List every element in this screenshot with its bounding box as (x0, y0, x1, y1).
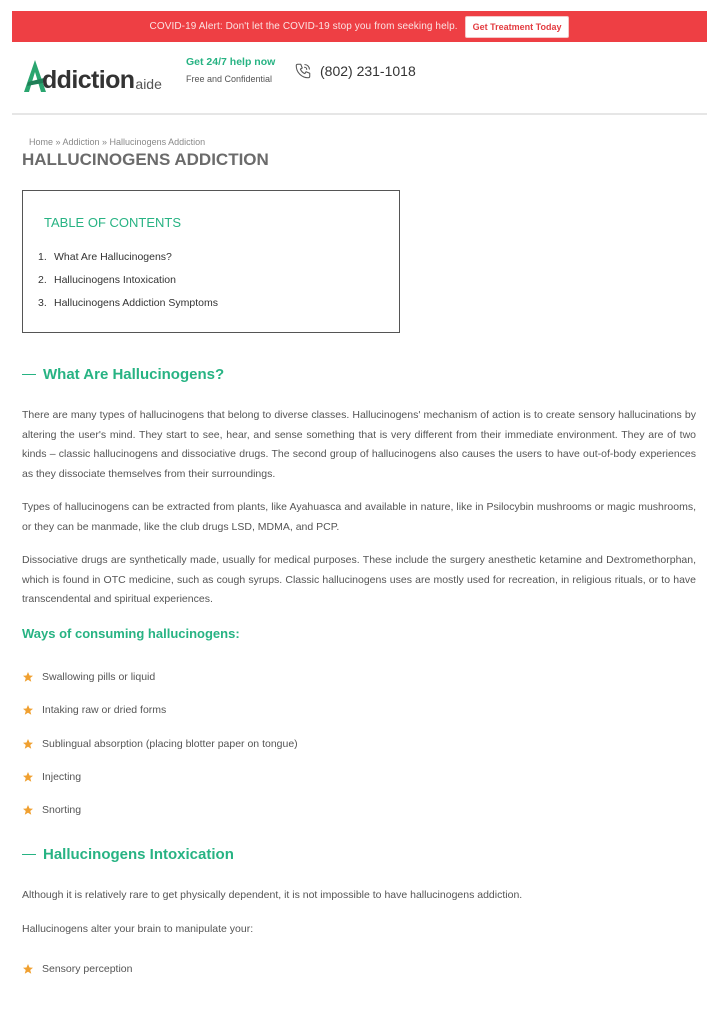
toc-item-number: 3. (38, 297, 47, 309)
logo-text: ddiction (42, 66, 135, 94)
star-icon (22, 963, 34, 975)
list-item (22, 771, 81, 783)
phone-icon (294, 62, 312, 80)
toc-title: TABLE OF CONTENTS (44, 215, 181, 230)
paragraph: There are many types of hallucinogens that belong to diverse classes. Hallucinogens' mechanism of action is to create sensory hallucinations by altering the user's mind. They start to see, hear, and sense something that is very different from their immediate environment. They are of two kinds – classic hallucinogens and dissociative drugs. The second group of hallucinogens also causes the users to have out-of-body experiences as they dissociate themselves from their surroundings. (22, 409, 696, 480)
list-item-text: Swallowing pills or liquid (42, 671, 156, 683)
list-item-text: Injecting (42, 771, 82, 783)
list-item (22, 738, 298, 750)
toc-item-number: 1. (38, 251, 47, 263)
help-subtitle: Free and Confidential (186, 74, 273, 84)
toc-item-label: Hallucinogens Addiction Symptoms (54, 297, 219, 309)
star-icon (22, 671, 34, 683)
page-title: HALLUCINOGENS ADDICTION (22, 150, 269, 169)
section-heading-intoxication (22, 846, 234, 863)
toc-item-intoxication[interactable] (38, 274, 218, 297)
section-heading-text: Hallucinogens Intoxication (43, 846, 234, 863)
list-item-text: Snorting (42, 804, 82, 816)
logo-suffix: aide (135, 76, 162, 92)
paragraph: Types of hallucinogens can be extracted from plants, like Ayahuasca and available in nature, like in Psilocybin mushrooms or magic mushrooms, or they can be manmade, like the club drugs LSD, MDMA, and PCP. (22, 501, 696, 533)
covid-alert-bar (12, 11, 707, 42)
star-icon (22, 738, 34, 750)
heading-dash (22, 854, 36, 855)
phone-number: (802) 231-1018 (320, 63, 416, 79)
phone-link[interactable] (294, 62, 416, 80)
section-heading-text: What Are Hallucinogens? (43, 366, 225, 383)
list-item (22, 704, 166, 716)
toc-list (38, 251, 218, 320)
list-item (22, 963, 132, 975)
toc-item-addiction-symptoms[interactable] (38, 297, 218, 320)
toc-item-label: What Are Hallucinogens? (54, 251, 172, 263)
addiction-aide-logo[interactable] (22, 58, 162, 94)
ways-of-consuming-heading: Ways of consuming hallucinogens: (22, 626, 240, 641)
help-block (186, 56, 275, 84)
toc-item-label: Hallucinogens Intoxication (54, 274, 176, 286)
help-title: Get 24/7 help now (186, 56, 276, 68)
paragraph: Dissociative drugs are synthetically made, usually for medical purposes. These include the surgery anesthetic ketamine and Dextromethorphan, which is found in OTC medicine, such as cough syrups. Classic hallucinogens uses are mostly used for recreation, in religious rituals, or to have transcendental and spiritual experiences. (22, 554, 696, 605)
section-heading-what-are-hallucinogens (22, 366, 224, 383)
heading-dash (22, 374, 36, 375)
list-item (22, 671, 155, 683)
list-item-text: Sublingual absorption (placing blotter paper on tongue) (42, 738, 298, 750)
toc-item-what-are-hallucinogens[interactable] (38, 251, 218, 274)
star-icon (22, 771, 34, 783)
paragraph: Hallucinogens alter your brain to manipulate your: (22, 923, 254, 935)
get-treatment-button[interactable]: Get Treatment Today (465, 16, 570, 38)
paragraph: Although it is relatively rare to get physically dependent, it is not impossible to have hallucinogens addiction. (22, 889, 523, 901)
header-divider (12, 113, 707, 115)
list-item-text: Sensory perception (42, 963, 133, 975)
list-item (22, 804, 81, 816)
alert-text: COVID-19 Alert: Don't let the COVID-19 stop you from seeking help. (149, 21, 458, 32)
star-icon (22, 804, 34, 816)
table-of-contents (22, 190, 400, 333)
star-icon (22, 704, 34, 716)
breadcrumb[interactable]: Home » Addiction » Hallucinogens Addiction (29, 137, 206, 147)
list-item-text: Intaking raw or dried forms (42, 704, 167, 716)
toc-item-number: 2. (38, 274, 47, 286)
